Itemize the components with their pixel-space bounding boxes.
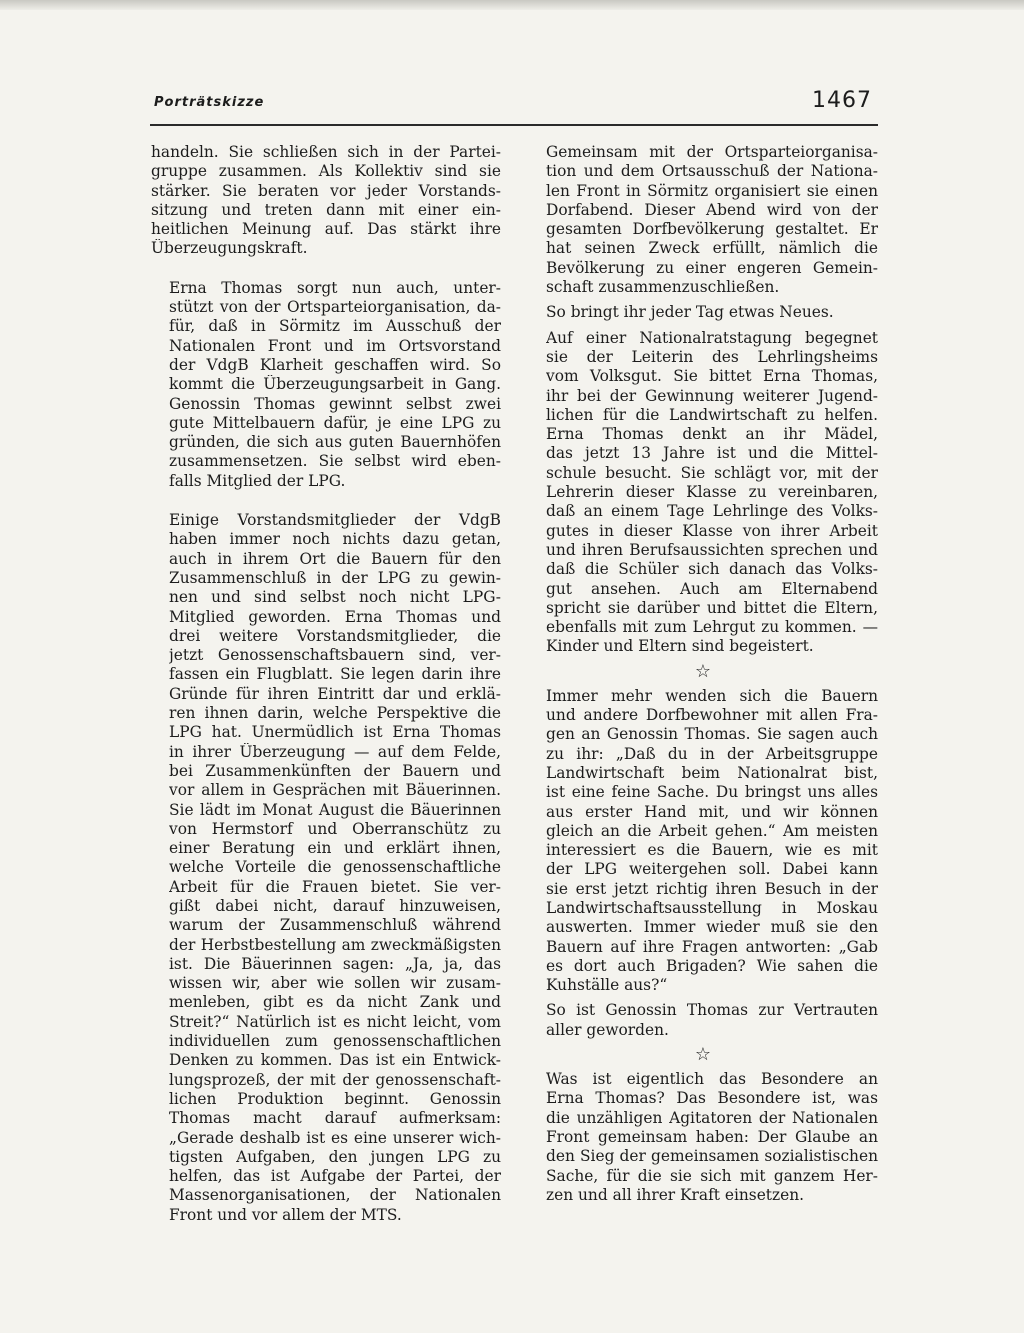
text-line: Überzeugungskraft. (151, 239, 308, 258)
text-line: Einige Vorstandsmitglieder der VdgB (169, 511, 501, 530)
text-line: zusammensetzen. Sie selbst wird eben- (169, 452, 501, 471)
text-line: Gründe für ihren Eintritt dar und erklä- (169, 684, 501, 703)
text-line: vor allem in Gesprächen mit Bäuerinnen. (169, 781, 501, 800)
text-line: Landwirtschaftsausstellung in Moskau (546, 898, 878, 917)
text-line: kommt die Überzeugungsarbeit in Gang. (169, 375, 501, 394)
text-line: tigsten Aufgaben, den jungen LPG zu (169, 1147, 501, 1166)
text-line: schule besucht. Sie schlägt vor, mit der (546, 463, 878, 482)
text-line: der Herbstbestellung am zweckmäßigsten (169, 935, 501, 954)
text-line: Kinder und Eltern sind begeistert. (546, 637, 814, 656)
text-line: nen und sind selbst noch nicht LPG- (169, 588, 501, 607)
running-title: Porträtskizze (154, 95, 265, 110)
text-line: gute Mittelbauern dafür, je eine LPG zu (169, 413, 501, 432)
text-line: Arbeit für die Frauen bietet. Sie ver- (169, 877, 501, 896)
text-line: zu ihr: „Daß du in der Arbeitsgruppe (546, 744, 878, 763)
text-line: Zusammenschluß in der LPG zu gewin- (169, 568, 501, 587)
text-line: zen und all ihrer Kraft einsetzen. (546, 1185, 805, 1204)
paragraph (528, 329, 878, 657)
text-line: Gemeinsam mit der Ortsparteiorganisa- (546, 143, 878, 161)
text-line: LPG hat. Unermüdlich ist Erna Thomas (169, 723, 501, 742)
section-separator-star-icon: ☆ (694, 660, 712, 682)
text-line: Immer mehr wenden sich die Bauern (546, 686, 878, 705)
text-line: ebenfalls mit zum Lehrgut zu kommen. — (546, 618, 878, 637)
text-line: stützt von der Ortsparteiorganisation, da- (169, 298, 501, 317)
text-line: der VdgB Klarheit geschaffen wird. So (169, 355, 501, 374)
text-line: gründen, die sich aus guten Bauernhöfen (169, 433, 501, 452)
text-line: lichen Produktion beginnt. Genossin (169, 1089, 501, 1108)
text-line: es dort auch Brigaden? Wie sahen die (546, 956, 878, 975)
text-line: Massenorganisationen, der Nationalen (169, 1186, 501, 1205)
text-line: len Front in Sörmitz organisiert sie einen (546, 181, 878, 200)
text-line: sie der Leiterin des Lehrlingsheims (546, 347, 878, 366)
text-line: Mitglied geworden. Erna Thomas und (169, 607, 501, 626)
page-header (150, 88, 878, 126)
text-line: So bringt ihr jeder Tag etwas Neues. (546, 303, 834, 322)
text-line: Bauern auf ihre Fragen antworten: „Gab (546, 937, 878, 956)
text-line: gen an Genossin Thomas. Sie sagen auch (546, 725, 878, 744)
text-line: warum der Zusammenschluß während (169, 916, 501, 935)
text-line: von Hermstorf und Oberranschütz zu (169, 819, 501, 838)
text-line: helfen, das ist Aufgabe der Partei, der (169, 1167, 501, 1186)
text-line: individuellen zum genossenschaftlichen (169, 1032, 501, 1051)
text-line: Erna Thomas sorgt nun auch, unter- (169, 278, 501, 297)
text-line: hat seinen Zweck erfüllt, nämlich die (546, 239, 878, 258)
text-line: bei Zusammenkünften der Bauern und (169, 761, 501, 780)
text-line: gut ansehen. Auch am Elternabend (546, 579, 878, 598)
paragraph (151, 143, 501, 259)
text-line: für, daß in Sörmitz im Ausschuß der (169, 317, 501, 336)
text-line: Front gemeinsam haben: Der Glaube an (546, 1127, 878, 1146)
text-line: interessiert es die Bauern, wie es mit (546, 841, 878, 860)
text-line: Streit?“ Natürlich ist es nicht leicht, vom (169, 1012, 501, 1031)
left-column (151, 143, 501, 1225)
text-line: Nationalen Front und im Ortsvorstand (169, 336, 501, 355)
text-line: tion und dem Ortsausschuß der Nationa- (546, 162, 878, 181)
text-line: gißt dabei nicht, darauf hinzuweisen, (169, 896, 501, 915)
text-line: aller geworden. (546, 1020, 669, 1039)
text-line: schaft zusammenzuschließen. (546, 278, 780, 297)
text-line: gutes in dieser Klasse von ihrer Arbeit (546, 521, 878, 540)
text-line: Kuhställe aus?“ (546, 976, 668, 995)
text-line: sie erst jetzt richtig ihren Besuch in der (546, 879, 878, 898)
scan-edge (0, 0, 1024, 10)
paragraph (528, 143, 878, 297)
text-line: Erna Thomas? Das Besondere ist, was (546, 1089, 878, 1108)
text-line: daß an einem Tage Lehrlinge des Volks- (546, 502, 878, 521)
text-line: ihr bei der Gewinnung weiterer Jugend- (546, 386, 878, 405)
text-line: auswerten. Immer wieder muß sie den (546, 918, 878, 937)
text-line: und andere Dorfbewohner mit allen Fra- (546, 706, 878, 725)
text-line: wissen wir, aber wie sollen wir zusam- (169, 974, 501, 993)
text-line: Landwirtschaft beim Nationalrat bist, (546, 763, 878, 782)
page-number: 1467 (812, 88, 872, 113)
text-line: Dorfabend. Dieser Abend wird von der (546, 200, 878, 219)
text-line: jetzt Genossenschaftsbauern sind, ver- (169, 646, 501, 665)
text-line: drei weitere Vorstandsmitglieder, die (169, 626, 501, 645)
text-line: Front und vor allem der MTS. (169, 1205, 402, 1224)
paragraph (528, 687, 878, 996)
paragraph (528, 303, 878, 322)
right-column (528, 143, 878, 1205)
text-line: haben immer noch nichts dazu getan, (169, 530, 501, 549)
paragraph (528, 1001, 878, 1040)
text-line: „Gerade deshalb ist es eine unserer wich- (169, 1128, 501, 1147)
text-line: gleich an die Arbeit gehen.“ Am meisten (546, 821, 878, 840)
text-line: gesamten Dorfbevölkerung gestaltet. Er (546, 220, 878, 239)
text-line: Sache, für die sie sich mit ganzem Her- (546, 1166, 878, 1185)
text-line: Erna Thomas denkt an ihr Mädel, (546, 425, 878, 444)
text-line: sitzung und treten dann mit einer ein- (151, 200, 501, 219)
text-line: ist eine feine Sache. Du bringst uns alles (546, 783, 878, 802)
text-line: in ihrer Überzeugung — auf dem Felde, (169, 742, 501, 761)
text-line: die unzähligen Agitatoren der Nationalen (546, 1108, 878, 1127)
text-line: ren ihnen darin, welche Perspektive die (169, 704, 501, 723)
section-separator-star-icon: ☆ (694, 1044, 712, 1066)
text-line: lichen für die Landwirtschaft zu helfen. (546, 405, 878, 424)
paragraph (151, 511, 501, 1225)
text-line: das jetzt 13 Jahre ist und die Mittel- (546, 444, 878, 463)
text-line: Sie lädt im Monat August die Bäuerinnen (169, 800, 501, 819)
paragraph (151, 279, 501, 491)
text-line: Lehrerin dieser Klasse zu vereinbaren, (546, 483, 878, 502)
text-line: spricht sie darüber und bittet die Eltern, (546, 598, 878, 617)
text-line: einer Beratung ein und erklärt ihnen, (169, 839, 501, 858)
text-line: auch in ihrem Ort die Bauern für den (169, 549, 501, 568)
text-line: Was ist eigentlich das Besondere an (546, 1070, 878, 1089)
text-line: vom Volksgut. Sie bittet Erna Thomas, (546, 367, 878, 386)
text-line: aus erster Hand mit, und wir können (546, 802, 878, 821)
text-line: gruppe zusammen. Als Kollektiv sind sie (151, 162, 501, 181)
text-line: handeln. Sie schließen sich in der Partei- (151, 143, 501, 161)
paragraph (528, 1070, 878, 1205)
text-line: Bevölkerung zu einer engeren Gemein- (546, 258, 878, 277)
text-line: falls Mitglied der LPG. (169, 471, 346, 490)
text-line: der LPG weitergehen soll. Dabei kann (546, 860, 878, 879)
text-line: ist. Die Bäuerinnen sagen: „Ja, ja, das (169, 954, 501, 973)
text-line: fassen ein Flugblatt. Sie legen darin ihre (169, 665, 501, 684)
text-line: Thomas macht darauf aufmerksam: (169, 1109, 501, 1128)
text-line: den Sieg der gemeinsamen sozialistischen (546, 1147, 878, 1166)
text-line: und ihren Berufsaussichten sprechen und (546, 540, 878, 559)
text-line: stärker. Sie beraten vor jeder Vorstands- (151, 181, 501, 200)
text-line: Genossin Thomas gewinnt selbst zwei (169, 394, 501, 413)
text-line: menleben, gibt es da nicht Zank und (169, 993, 501, 1012)
text-line: So ist Genossin Thomas zur Vertrauten (546, 1001, 878, 1020)
text-line: Denken zu kommen. Das ist ein Entwick- (169, 1051, 501, 1070)
text-line: heitlichen Meinung auf. Das stärkt ihre (151, 220, 501, 239)
text-line: daß die Schüler sich danach das Volks- (546, 560, 878, 579)
text-line: lungsprozeß, der mit der genossenschaft- (169, 1070, 501, 1089)
text-line: welche Vorteile die genossenschaftliche (169, 858, 501, 877)
text-line: Auf einer Nationalratstagung begegnet (546, 328, 878, 347)
